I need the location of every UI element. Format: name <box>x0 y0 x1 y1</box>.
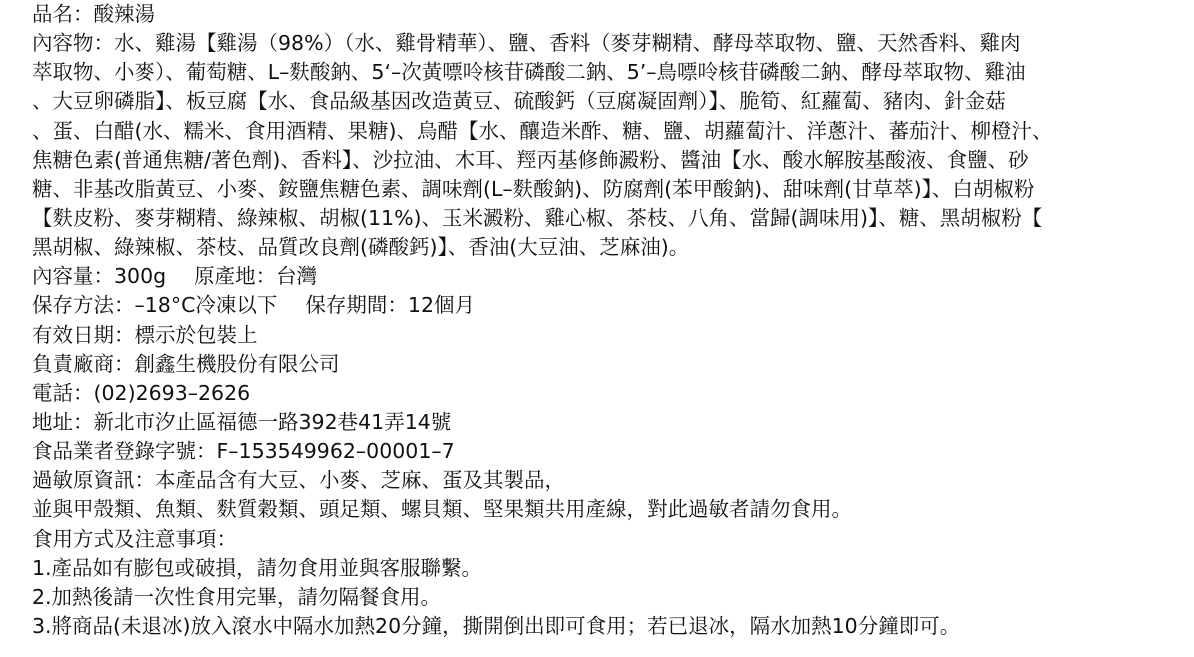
storage-method: 保存方法：–18°C冷凍以下 <box>32 293 278 318</box>
ingredients-line: 【麩皮粉、麥芽糊精、綠辣椒、胡椒(11%)、玉米澱粉、雞心椒、茶枝、八角、當歸(調味用)】、糖、黑胡椒粉【 <box>32 205 1043 230</box>
usage-item: 3.將商品(未退冰)放入滾水中隔水加熱20分鐘，撕開倒出即可食用；若已退冰，隔水加熱10分鐘即可。 <box>32 613 961 638</box>
usage-item: 1.產品如有膨包或破損，請勿食用並與客服聯繫。 <box>32 555 483 580</box>
product-label-sheet <box>32 0 1172 641</box>
content-origin-row <box>32 262 1172 291</box>
ingredients-block <box>32 29 1172 262</box>
usage-item: 2.加熱後請一次性食用完畢，請勿隔餐食用。 <box>32 584 442 609</box>
shelf-life: 保存期間：12個月 <box>305 293 475 318</box>
ingredients-line: 內容物：水、雞湯【雞湯（98%）（水、雞骨精華）、鹽、香料（麥芽糊精、酵母萃取物、鹽、天然香料、雞肉 <box>32 31 1021 56</box>
ingredients-line: 萃取物、小麥）、葡萄糖、L–麩酸鈉、5‘–次黃嘌呤核苷磷酸二鈉、5’–鳥嘌呤核苷磷酸二鈉、酵母萃取物、雞油 <box>32 60 1026 85</box>
registration-number: 食品業者登錄字號：F–153549962–00001–7 <box>32 439 455 464</box>
usage-title: 食用方式及注意事項： <box>32 526 237 551</box>
product-name: 品名：酸辣湯 <box>32 2 155 26</box>
storage-row <box>32 291 1172 320</box>
ingredients-line: 、蛋、白醋(水、糯米、食用酒精、果糖)、烏醋【水、釀造米酢、糖、鹽、胡蘿蔔汁、洋蔥汁、蕃茄汁、柳橙汁、 <box>32 118 1053 143</box>
phone-number: 電話：(02)2693–2626 <box>32 380 251 405</box>
allergen-line: 過敏原資訊：本產品含有大豆、小麥、芝麻、蛋及其製品， <box>32 468 565 493</box>
allergen-block <box>32 466 1172 524</box>
usage-list <box>32 554 1172 641</box>
origin: 原產地：台灣 <box>194 264 318 289</box>
expiry-date: 有效日期：標示於包裝上 <box>32 322 258 347</box>
ingredients-line: 黑胡椒、綠辣椒、茶枝、品質改良劑(磷酸鈣)】、香油(大豆油、芝麻油)。 <box>32 235 690 260</box>
manufacturer: 負責廠商：創鑫生機股份有限公司 <box>32 351 340 376</box>
ingredients-line: 、大豆卵磷脂】、板豆腐【水、食品級基因改造黃豆、硫酸鈣（豆腐凝固劑）】、脆筍、紅蘿蔔、豬肉、針金菇 <box>32 89 1006 114</box>
address: 地址：新北市汐止區福德一路392巷41弄14號 <box>32 409 452 434</box>
allergen-line: 並與甲殼類、魚類、麩質穀類、頭足類、螺貝類、堅果類共用產線，對此過敏者請勿食用。 <box>32 497 852 522</box>
net-content: 內容量：300g <box>32 264 167 289</box>
ingredients-line: 糖、非基改脂黃豆、小麥、銨鹽焦糖色素、調味劑(L–麩酸鈉)、防腐劑(苯甲酸鈉)、甜味劑(甘草萃)】、白胡椒粉 <box>32 176 1035 201</box>
ingredients-line: 焦糖色素(普通焦糖/著色劑)、香料】、沙拉油、木耳、羥丙基修飾澱粉、醬油【水、酸水解胺基酸液、食鹽、砂 <box>32 147 1029 172</box>
